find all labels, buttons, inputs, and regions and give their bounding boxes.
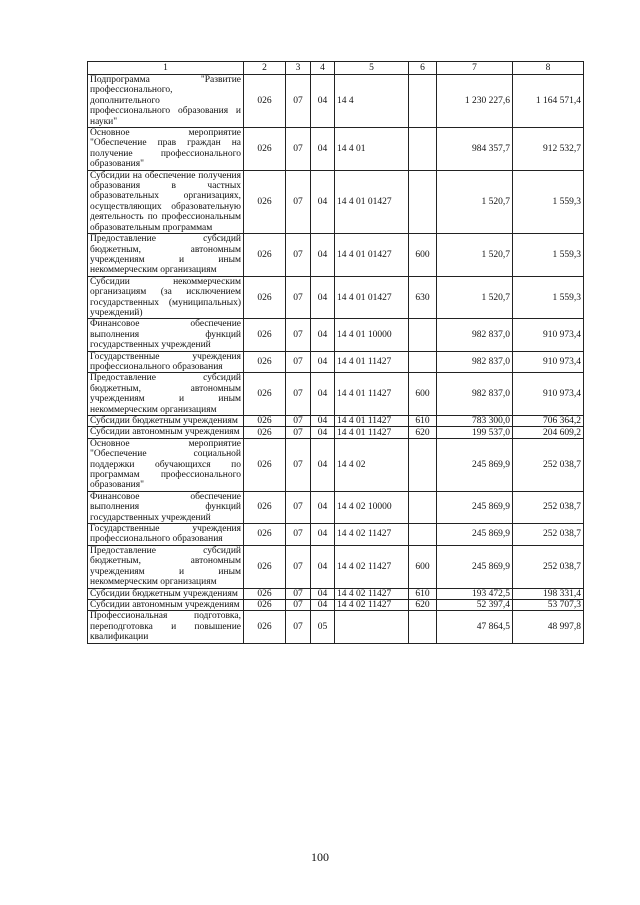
table-row xyxy=(88,373,584,416)
row-subsection-code: 04 xyxy=(311,427,335,438)
row-subsection-code: 04 xyxy=(311,599,335,610)
table-row xyxy=(88,416,584,427)
row-ministry-code: 026 xyxy=(244,170,286,233)
row-subsection-code: 04 xyxy=(311,524,335,546)
header-cell-target-article: 5 xyxy=(335,62,409,75)
row-target-article-code: 14 4 01 01427 xyxy=(335,276,409,319)
row-ministry-code: 026 xyxy=(244,545,286,588)
row-amount-year1: 245 869,9 xyxy=(437,438,513,491)
table-row xyxy=(88,438,584,491)
row-name-cell: Предоставление субсидий бюджетным, автономным учреждениям и иным некоммерческим организациям xyxy=(88,234,244,277)
row-expense-type-code: 620 xyxy=(409,599,437,610)
header-cell-amount-year2: 8 xyxy=(513,62,584,75)
page-number: 100 xyxy=(311,850,329,864)
row-name-cell: Предоставление субсидий бюджетным, автономным учреждениям и иным некоммерческим организациям xyxy=(88,545,244,588)
row-amount-year2: 252 038,7 xyxy=(513,524,584,546)
row-name-cell: Субсидии автономным учреждениям xyxy=(88,599,244,610)
table-row xyxy=(88,588,584,599)
row-amount-year1: 1 230 227,6 xyxy=(437,75,513,128)
row-section-code: 07 xyxy=(286,319,311,351)
row-amount-year2: 252 038,7 xyxy=(513,491,584,523)
row-subsection-code: 04 xyxy=(311,319,335,351)
table-row xyxy=(88,319,584,351)
table-row xyxy=(88,75,584,128)
row-subsection-code: 04 xyxy=(311,545,335,588)
row-expense-type-code xyxy=(409,491,437,523)
row-name-cell: Субсидии автономным учреждениям xyxy=(88,427,244,438)
row-ministry-code: 026 xyxy=(244,319,286,351)
row-name-cell: Субсидии некоммерческим организациям (за исключением государственных (муниципальных) учреждений) xyxy=(88,276,244,319)
row-expense-type-code: 620 xyxy=(409,427,437,438)
row-amount-year1: 245 869,9 xyxy=(437,545,513,588)
row-amount-year2: 204 609,2 xyxy=(513,427,584,438)
row-expense-type-code xyxy=(409,524,437,546)
row-section-code: 07 xyxy=(286,545,311,588)
row-name-cell: Подпрограмма "Развитие профессионального, дополнительного профессионального образования и науки" xyxy=(88,75,244,128)
row-subsection-code: 04 xyxy=(311,276,335,319)
row-target-article-code xyxy=(335,611,409,643)
row-subsection-code: 04 xyxy=(311,588,335,599)
row-subsection-code: 04 xyxy=(311,234,335,277)
row-expense-type-code xyxy=(409,319,437,351)
header-cell-name: 1 xyxy=(88,62,244,75)
row-target-article-code: 14 4 01 11427 xyxy=(335,373,409,416)
row-target-article-code: 14 4 01 11427 xyxy=(335,416,409,427)
row-ministry-code: 026 xyxy=(244,276,286,319)
row-target-article-code: 14 4 02 11427 xyxy=(335,588,409,599)
row-amount-year2: 1 559,3 xyxy=(513,170,584,233)
table-row xyxy=(88,170,584,233)
row-expense-type-code: 600 xyxy=(409,373,437,416)
row-section-code: 07 xyxy=(286,170,311,233)
row-amount-year2: 252 038,7 xyxy=(513,438,584,491)
row-ministry-code: 026 xyxy=(244,416,286,427)
row-target-article-code: 14 4 01 11427 xyxy=(335,351,409,373)
row-target-article-code: 14 4 01 01427 xyxy=(335,234,409,277)
row-ministry-code: 026 xyxy=(244,427,286,438)
row-amount-year2: 1 559,3 xyxy=(513,276,584,319)
row-target-article-code: 14 4 01 01427 xyxy=(335,170,409,233)
row-expense-type-code xyxy=(409,611,437,643)
row-target-article-code: 14 4 02 11427 xyxy=(335,545,409,588)
row-ministry-code: 026 xyxy=(244,438,286,491)
row-target-article-code: 14 4 02 xyxy=(335,438,409,491)
row-name-cell: Государственные учреждения профессионального образования xyxy=(88,351,244,373)
row-amount-year2: 910 973,4 xyxy=(513,351,584,373)
table-row xyxy=(88,491,584,523)
row-expense-type-code: 600 xyxy=(409,545,437,588)
row-amount-year1: 193 472,5 xyxy=(437,588,513,599)
row-amount-year1: 245 869,9 xyxy=(437,524,513,546)
header-cell-ministry: 2 xyxy=(244,62,286,75)
header-cell-expense-type: 6 xyxy=(409,62,437,75)
row-expense-type-code: 610 xyxy=(409,588,437,599)
row-amount-year1: 47 864,5 xyxy=(437,611,513,643)
row-name-cell: Основное мероприятие "Обеспечение социальной поддержки обучающихся по программам профессионального образования" xyxy=(88,438,244,491)
row-subsection-code: 04 xyxy=(311,351,335,373)
row-section-code: 07 xyxy=(286,351,311,373)
row-amount-year1: 982 837,0 xyxy=(437,319,513,351)
row-target-article-code: 14 4 xyxy=(335,75,409,128)
table-row xyxy=(88,524,584,546)
table-row xyxy=(88,611,584,643)
row-ministry-code: 026 xyxy=(244,75,286,128)
row-amount-year2: 912 532,7 xyxy=(513,128,584,171)
row-amount-year1: 984 357,7 xyxy=(437,128,513,171)
row-expense-type-code xyxy=(409,128,437,171)
row-ministry-code: 026 xyxy=(244,611,286,643)
row-subsection-code: 05 xyxy=(311,611,335,643)
row-target-article-code: 14 4 01 11427 xyxy=(335,427,409,438)
row-name-cell: Профессиональная подготовка, переподготовка и повышение квалификации xyxy=(88,611,244,643)
table-row xyxy=(88,427,584,438)
row-target-article-code: 14 4 01 xyxy=(335,128,409,171)
table-header-row xyxy=(88,62,584,75)
row-section-code: 07 xyxy=(286,588,311,599)
row-amount-year1: 982 837,0 xyxy=(437,351,513,373)
row-section-code: 07 xyxy=(286,75,311,128)
table-row xyxy=(88,545,584,588)
row-section-code: 07 xyxy=(286,276,311,319)
row-expense-type-code xyxy=(409,170,437,233)
row-subsection-code: 04 xyxy=(311,373,335,416)
budget-table xyxy=(87,61,584,644)
row-ministry-code: 026 xyxy=(244,351,286,373)
row-subsection-code: 04 xyxy=(311,491,335,523)
row-name-cell: Финансовое обеспечение выполнения функций государственных учреждений xyxy=(88,491,244,523)
row-expense-type-code: 600 xyxy=(409,234,437,277)
row-section-code: 07 xyxy=(286,427,311,438)
row-amount-year1: 1 520,7 xyxy=(437,170,513,233)
row-subsection-code: 04 xyxy=(311,438,335,491)
row-section-code: 07 xyxy=(286,599,311,610)
row-ministry-code: 026 xyxy=(244,128,286,171)
row-amount-year1: 1 520,7 xyxy=(437,276,513,319)
row-name-cell: Финансовое обеспечение выполнения функций государственных учреждений xyxy=(88,319,244,351)
row-amount-year1: 199 537,0 xyxy=(437,427,513,438)
table-row xyxy=(88,128,584,171)
header-cell-amount-year1: 7 xyxy=(437,62,513,75)
row-ministry-code: 026 xyxy=(244,491,286,523)
row-section-code: 07 xyxy=(286,128,311,171)
table-row xyxy=(88,351,584,373)
row-ministry-code: 026 xyxy=(244,373,286,416)
row-section-code: 07 xyxy=(286,611,311,643)
row-name-cell: Основное мероприятие "Обеспечение прав граждан на получение профессионального образования" xyxy=(88,128,244,171)
row-amount-year1: 982 837,0 xyxy=(437,373,513,416)
table-row xyxy=(88,234,584,277)
row-amount-year2: 48 997,8 xyxy=(513,611,584,643)
row-amount-year2: 252 038,7 xyxy=(513,545,584,588)
row-ministry-code: 026 xyxy=(244,599,286,610)
row-amount-year1: 52 397,4 xyxy=(437,599,513,610)
row-subsection-code: 04 xyxy=(311,75,335,128)
table-row xyxy=(88,276,584,319)
row-section-code: 07 xyxy=(286,234,311,277)
row-amount-year2: 910 973,4 xyxy=(513,373,584,416)
row-expense-type-code xyxy=(409,438,437,491)
row-amount-year2: 910 973,4 xyxy=(513,319,584,351)
header-cell-section: 3 xyxy=(286,62,311,75)
table-row xyxy=(88,599,584,610)
row-section-code: 07 xyxy=(286,491,311,523)
row-subsection-code: 04 xyxy=(311,170,335,233)
row-ministry-code: 026 xyxy=(244,234,286,277)
row-target-article-code: 14 4 02 11427 xyxy=(335,524,409,546)
row-section-code: 07 xyxy=(286,373,311,416)
row-name-cell: Предоставление субсидий бюджетным, автономным учреждениям и иным некоммерческим организациям xyxy=(88,373,244,416)
row-expense-type-code xyxy=(409,351,437,373)
table-body xyxy=(88,75,584,644)
header-cell-subsection: 4 xyxy=(311,62,335,75)
row-section-code: 07 xyxy=(286,416,311,427)
row-expense-type-code: 610 xyxy=(409,416,437,427)
row-name-cell: Субсидии бюджетным учреждениям xyxy=(88,588,244,599)
row-amount-year1: 245 869,9 xyxy=(437,491,513,523)
row-amount-year2: 706 364,2 xyxy=(513,416,584,427)
row-target-article-code: 14 4 02 10000 xyxy=(335,491,409,523)
row-subsection-code: 04 xyxy=(311,128,335,171)
row-expense-type-code xyxy=(409,75,437,128)
row-amount-year1: 783 300,0 xyxy=(437,416,513,427)
row-name-cell: Государственные учреждения профессионального образования xyxy=(88,524,244,546)
row-amount-year2: 53 707,3 xyxy=(513,599,584,610)
row-target-article-code: 14 4 01 10000 xyxy=(335,319,409,351)
row-subsection-code: 04 xyxy=(311,416,335,427)
row-name-cell: Субсидии на обеспечение получения образования в частных образовательных организациях, осуществляющих образовательную деятельность по профессиональным образовательным программам xyxy=(88,170,244,233)
row-ministry-code: 026 xyxy=(244,524,286,546)
row-amount-year2: 1 164 571,4 xyxy=(513,75,584,128)
row-ministry-code: 026 xyxy=(244,588,286,599)
row-name-cell: Субсидии бюджетным учреждениям xyxy=(88,416,244,427)
row-target-article-code: 14 4 02 11427 xyxy=(335,599,409,610)
row-section-code: 07 xyxy=(286,438,311,491)
row-amount-year2: 1 559,3 xyxy=(513,234,584,277)
row-amount-year2: 198 331,4 xyxy=(513,588,584,599)
row-expense-type-code: 630 xyxy=(409,276,437,319)
row-section-code: 07 xyxy=(286,524,311,546)
row-amount-year1: 1 520,7 xyxy=(437,234,513,277)
